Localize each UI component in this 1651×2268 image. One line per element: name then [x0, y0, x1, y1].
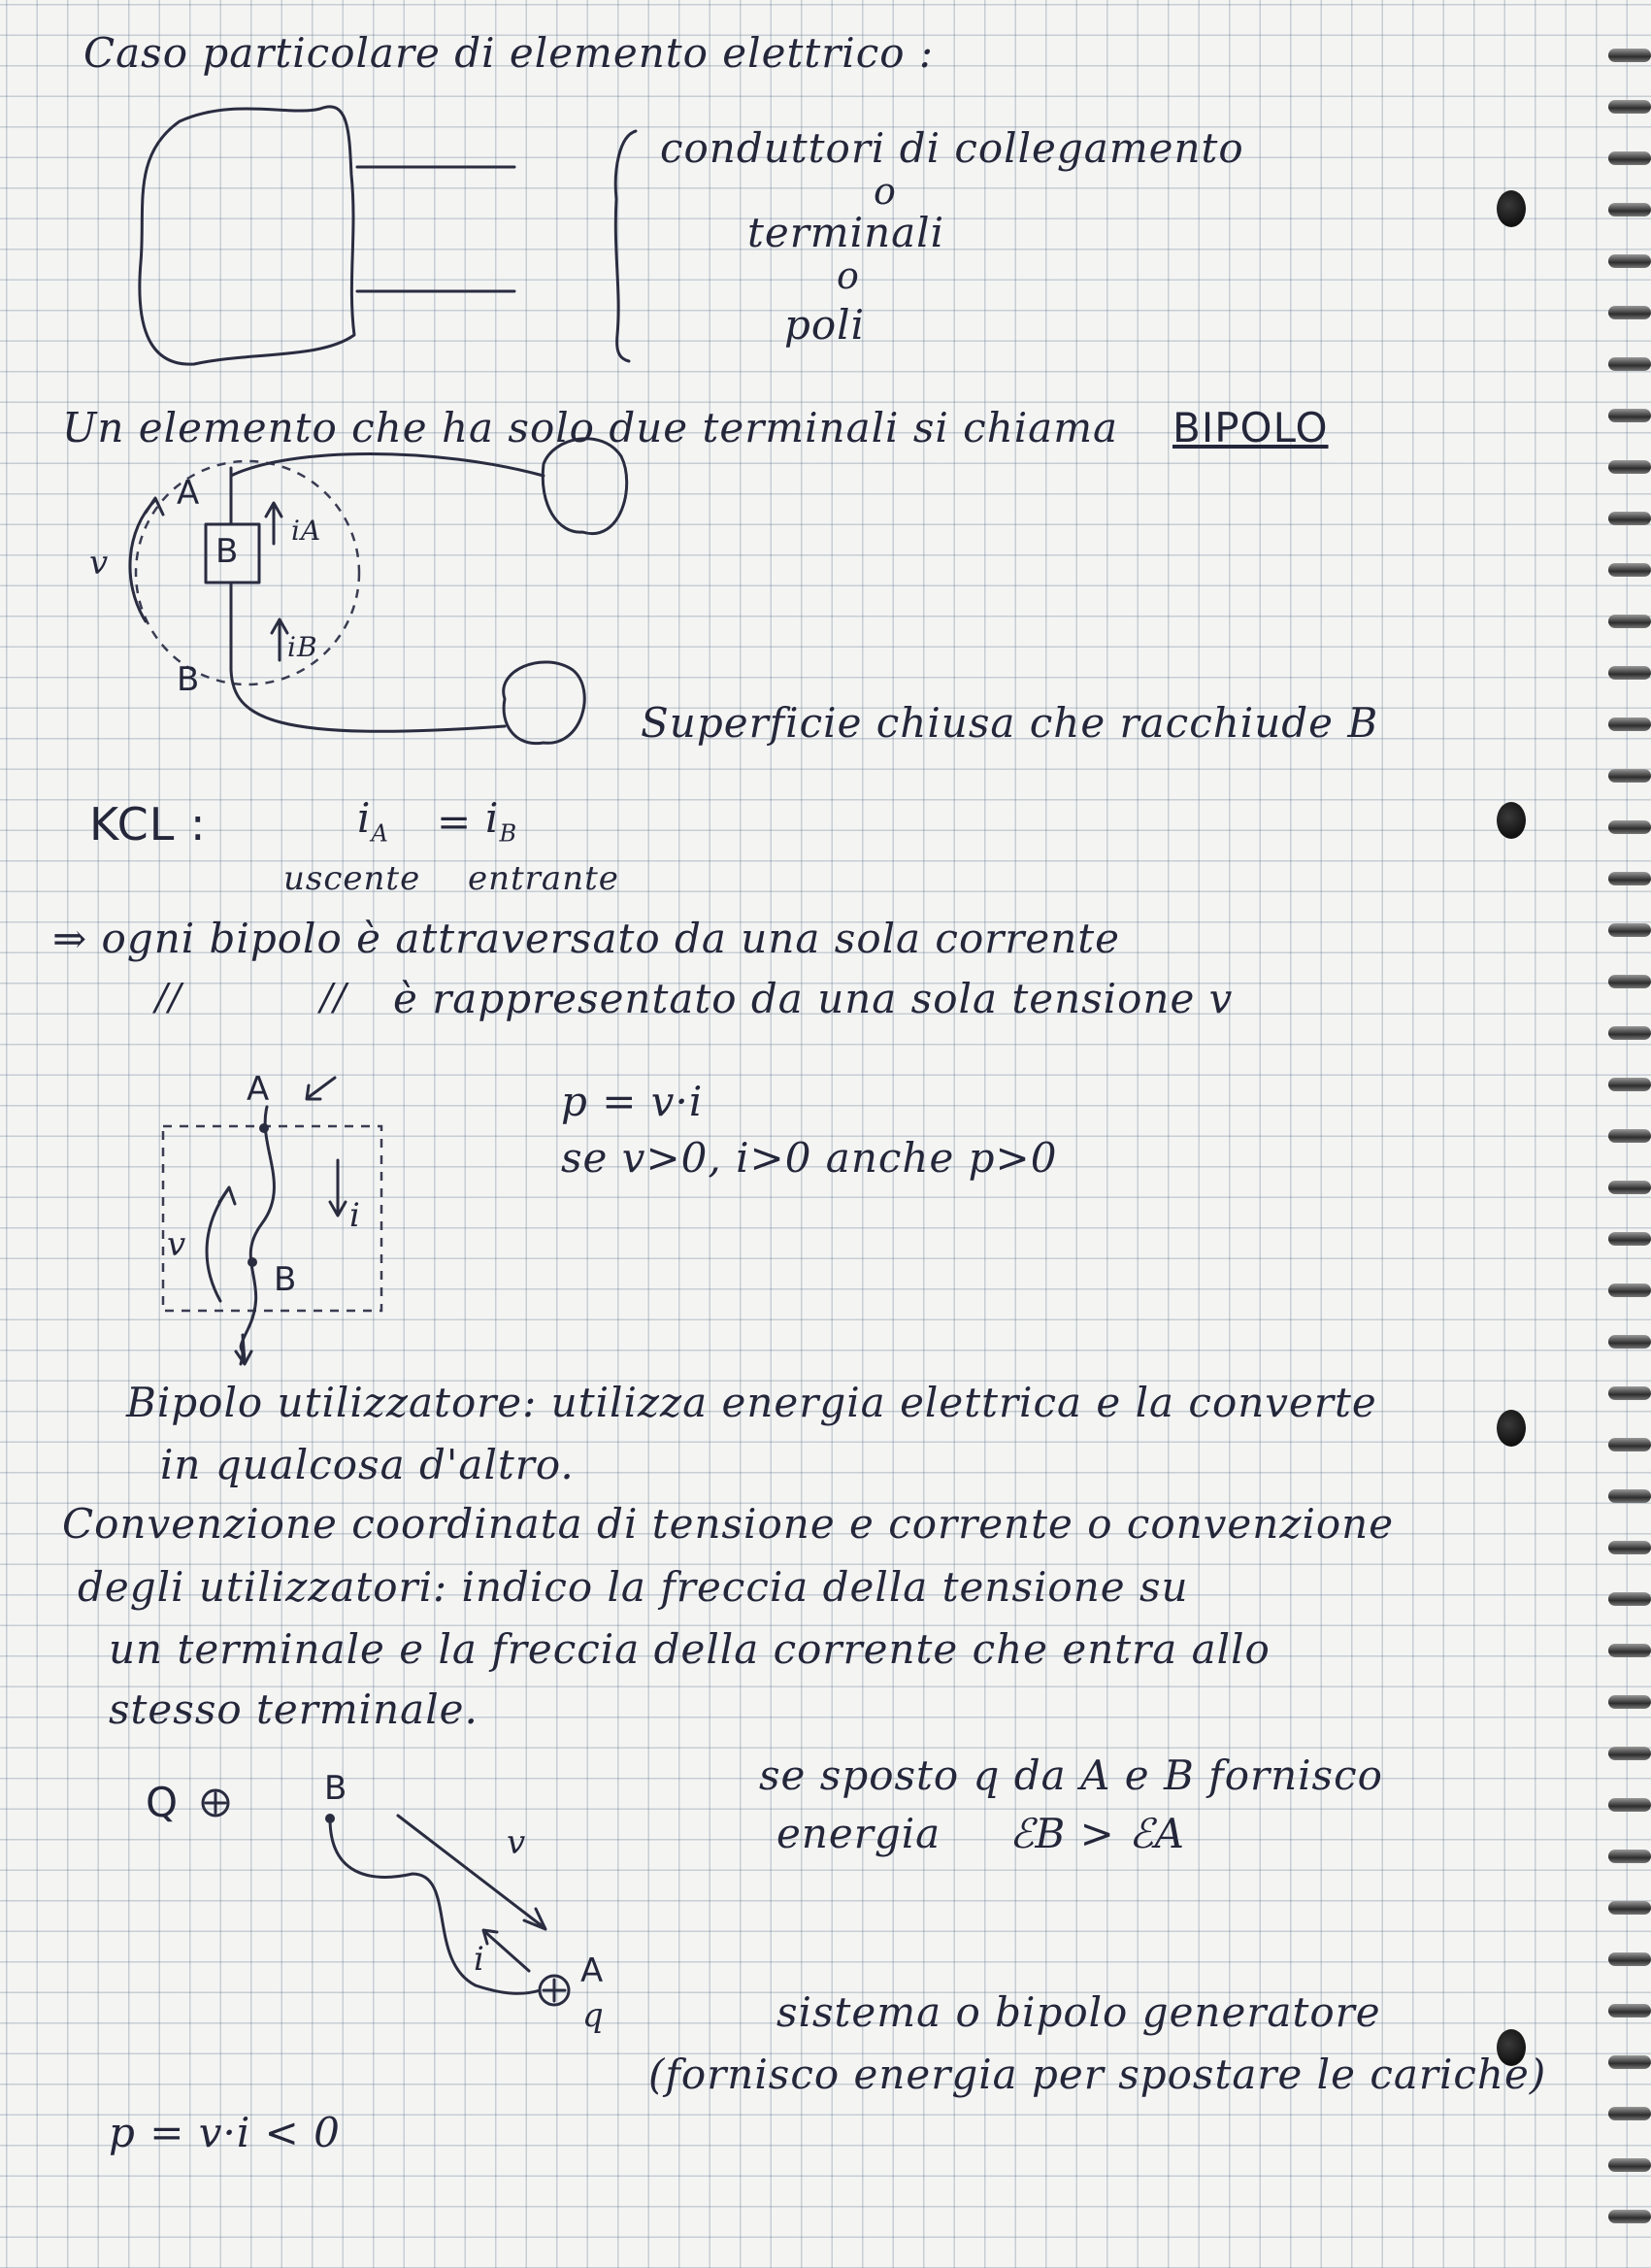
- kcl-ib: $i_B$: [485, 794, 518, 848]
- fig3-label-i: i: [474, 1940, 485, 1979]
- kcl-ia: $i_A$: [357, 794, 389, 848]
- utilizzatore-line-1: Bipolo utilizzatore: utilizza energia elettrica e la converte: [126, 1379, 1377, 1426]
- sposto-line-1: se sposto q da A e B fornisco: [759, 1751, 1383, 1799]
- fig1-label-box: B: [215, 532, 240, 571]
- kcl-entrante: entrante: [468, 859, 619, 898]
- fig2-label-a: A: [247, 1070, 271, 1109]
- kcl-label: KCL :: [89, 798, 207, 850]
- ditto-mark-2: //: [320, 976, 347, 1018]
- fig1-label-ia: iA: [291, 515, 322, 547]
- fig1-label-v: v: [89, 544, 110, 583]
- fig3-label-b: B: [324, 1769, 348, 1808]
- fig2-label-v: v: [167, 1225, 187, 1264]
- power-formula: p = v·i: [561, 1078, 704, 1125]
- convenzione-line-4: stesso terminale.: [109, 1685, 479, 1733]
- fig2-label-b: B: [274, 1260, 298, 1299]
- ditto-mark-1: //: [155, 976, 182, 1018]
- fig3-label-q-charge: q: [582, 1996, 605, 2035]
- generatore-line-1: sistema o bipolo generatore: [776, 1988, 1381, 2036]
- bipolo-figure: [130, 439, 627, 744]
- terminals-line-3: poli: [784, 301, 866, 349]
- closed-surface-note: Superficie chiusa che racchiude B: [641, 699, 1379, 747]
- convenzione-line-2: degli utilizzatori: indico la freccia della tensione su: [78, 1563, 1189, 1611]
- consequence-voltage: è rappresentato da una sola tensione v: [393, 975, 1234, 1022]
- element-blob-figure: [140, 107, 636, 364]
- terminals-or-1: o: [874, 170, 897, 213]
- fig1-label-ib: iB: [287, 631, 318, 663]
- energy-inequality: ℰB > ℰA: [1009, 1810, 1185, 1857]
- power-positive-note: se v>0, i>0 anche p>0: [561, 1134, 1058, 1182]
- utilizzatore-line-2: in qualcosa d'altro.: [160, 1441, 575, 1488]
- bipolo-term: BIPOLO: [1172, 404, 1329, 451]
- page-heading: Caso particolare di elemento elettrico :: [83, 29, 935, 77]
- terminals-line-1: conduttori di collegamento: [660, 124, 1244, 172]
- sposto-line-2: energia: [776, 1810, 941, 1857]
- convenzione-line-1: Convenzione coordinata di tensione e corrente o convenzione: [62, 1500, 1395, 1548]
- terminals-or-2: o: [837, 254, 860, 297]
- fig3-label-v: v: [507, 1823, 527, 1862]
- generatore-line-2: (fornisco energia per spostare le cariche): [648, 2051, 1547, 2098]
- consequence-current: ⇒ ogni bipolo è attraversato da una sola corrente: [52, 915, 1121, 962]
- terminals-line-2: terminali: [747, 209, 945, 256]
- power-negative: p = v·i < 0: [109, 2109, 341, 2156]
- convenzione-line-3: un terminale e la freccia della corrente che entra allo: [109, 1625, 1271, 1673]
- fig1-label-a: A: [177, 474, 201, 513]
- fig3-label-a: A: [580, 1951, 605, 1990]
- fig3-label-q: Q: [146, 1779, 180, 1826]
- kcl-uscente: uscente: [283, 859, 421, 898]
- bipolo-definition: Un elemento che ha solo due terminali si chiama: [62, 404, 1119, 451]
- fig2-label-i: i: [349, 1196, 361, 1235]
- fig1-label-b: B: [177, 660, 201, 699]
- kcl-equals: =: [437, 798, 473, 846]
